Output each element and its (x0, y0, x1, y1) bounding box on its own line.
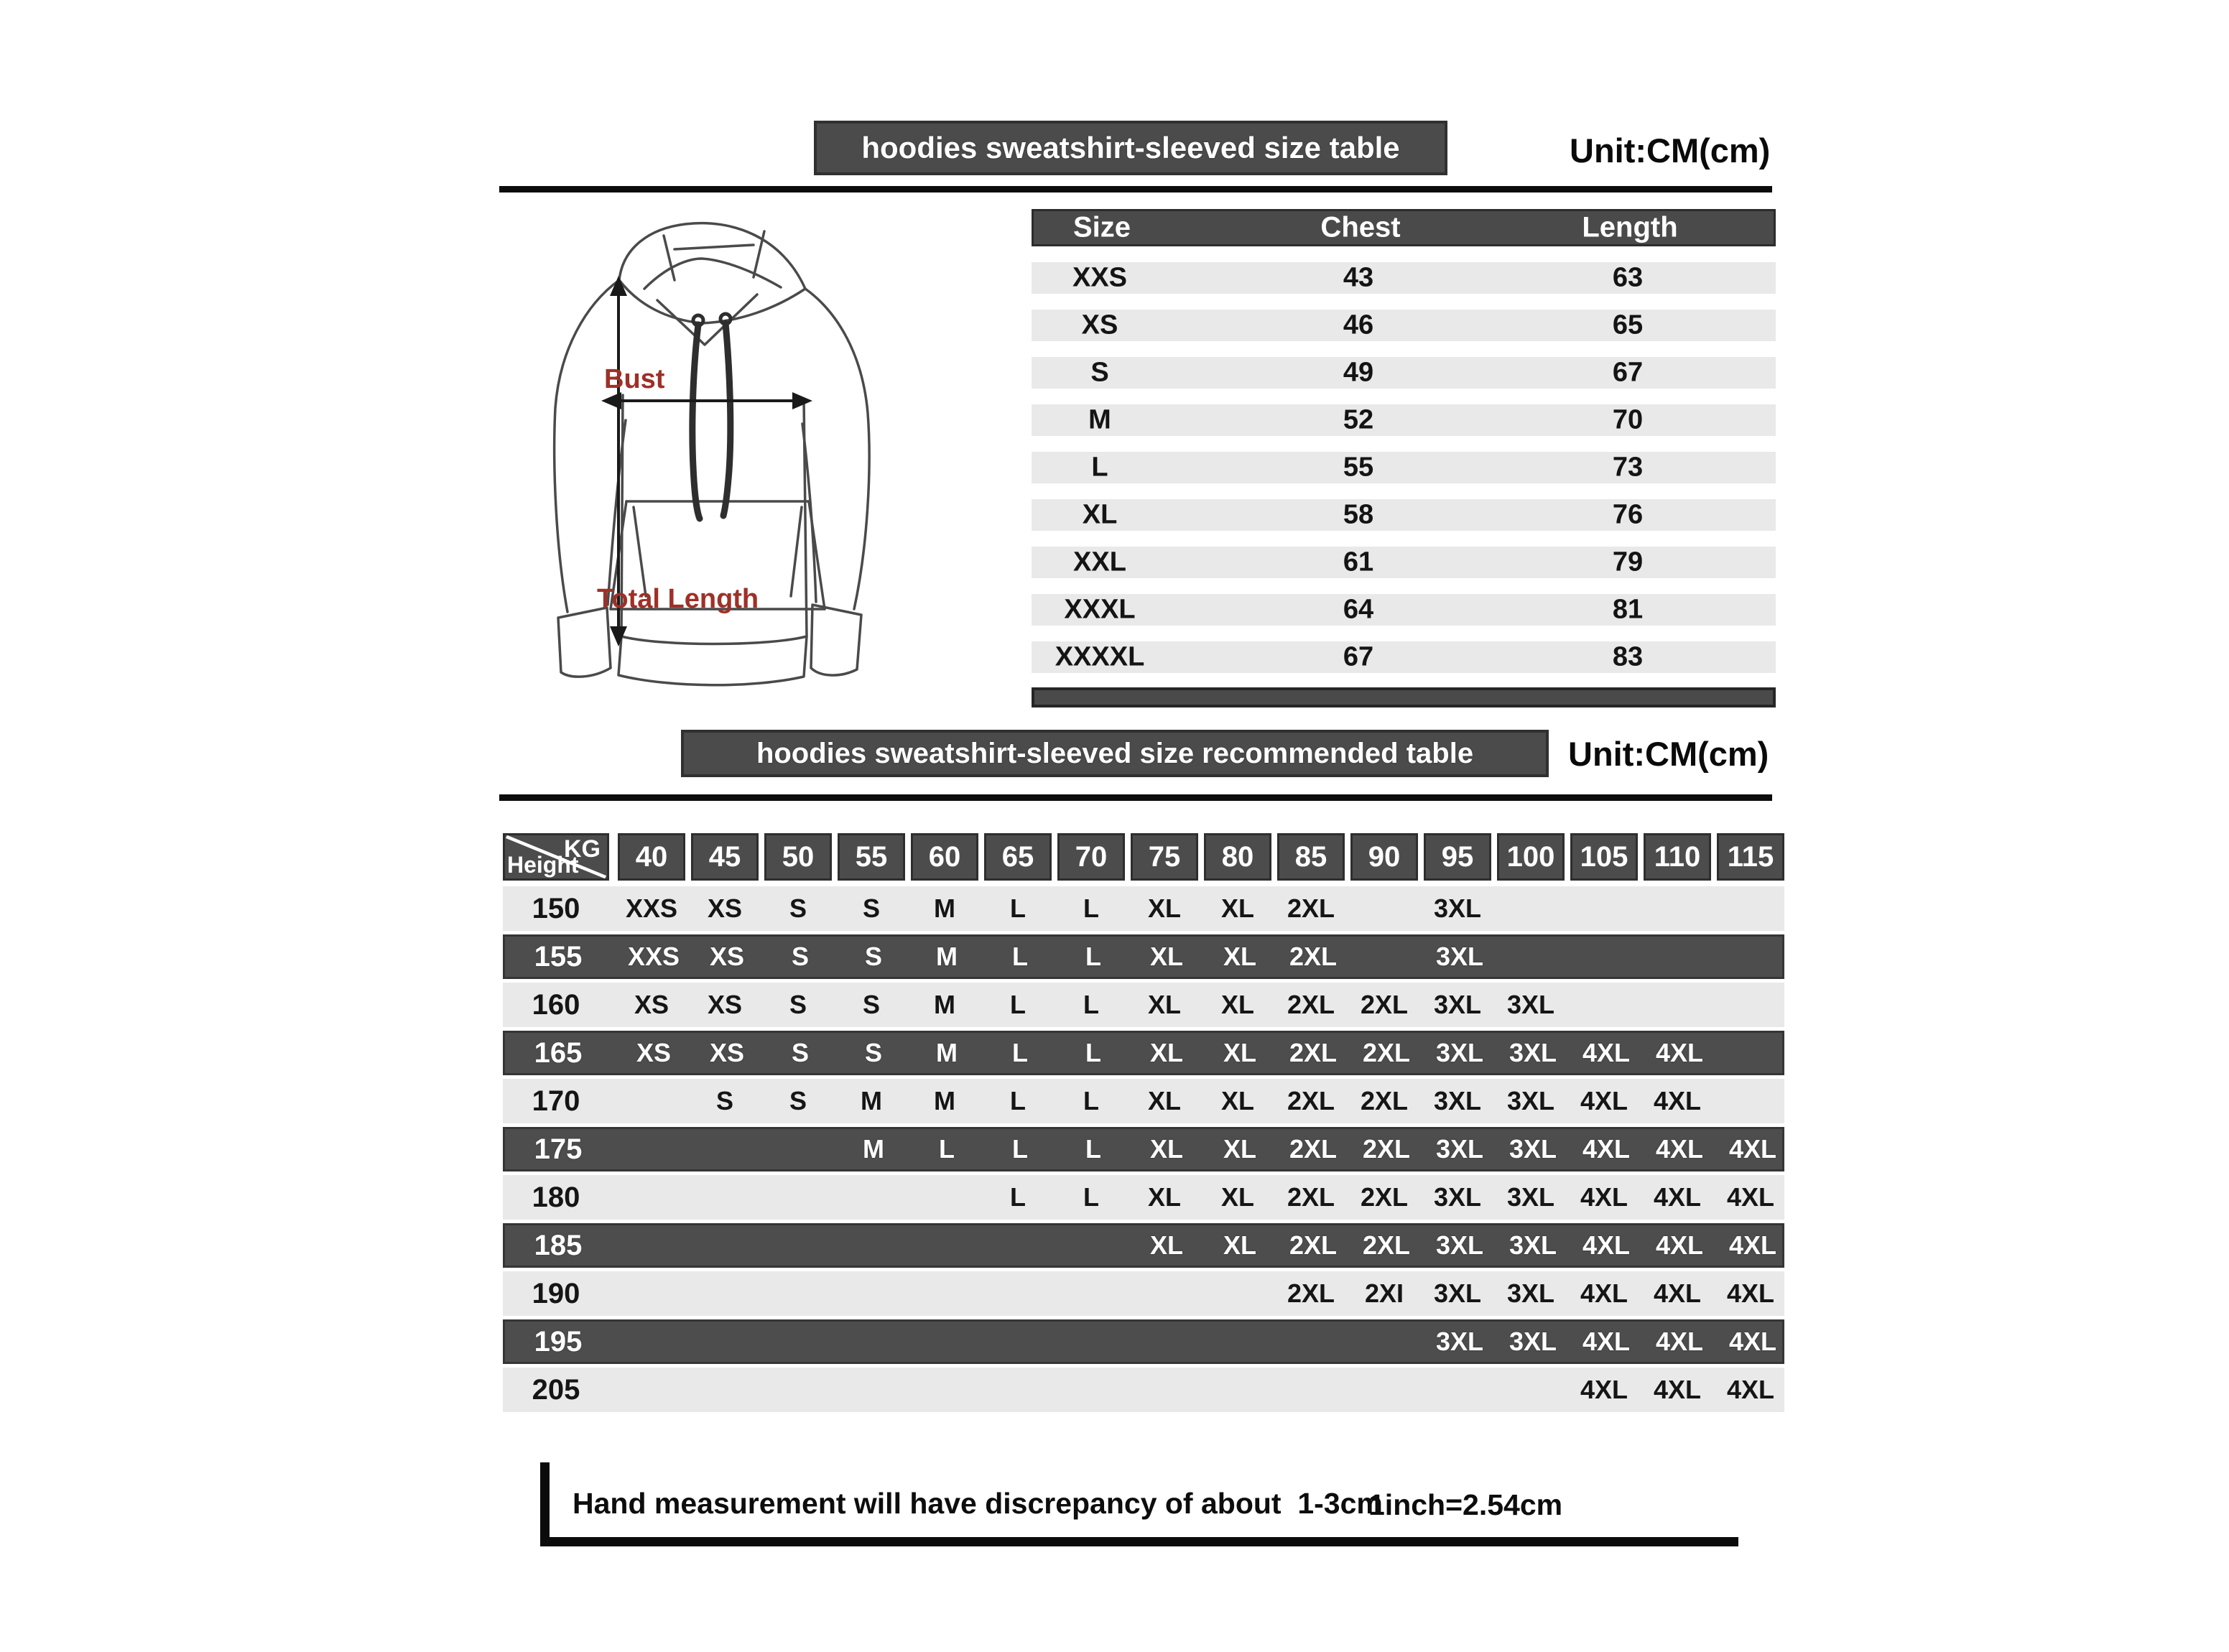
recommended-size-cell: 2XL (1287, 990, 1335, 1019)
size-table-title-bar (814, 121, 1447, 175)
recommended-size-cell: S (862, 894, 880, 923)
recommended-table-row (503, 1175, 1784, 1220)
recommended-table-row (503, 1223, 1784, 1268)
size-value: XXXXL (1055, 641, 1145, 672)
recommended-size-cell: XS (707, 990, 743, 1019)
recommended-size-cell: 3XL (1509, 1134, 1557, 1164)
recommended-size-cell: 4XL (1653, 1279, 1702, 1308)
kg-column-header: 40 (618, 833, 685, 881)
recommended-size-cell: 3XL (1433, 1086, 1482, 1115)
length-value: 83 (1612, 641, 1644, 672)
recommended-size-cell: 4XL (1653, 1375, 1702, 1404)
size-value: XXXL (1064, 594, 1136, 625)
recommended-size-cell: XL (1149, 1230, 1183, 1260)
recommended-size-cell: XS (707, 894, 743, 923)
recommended-size-cell: 3XL (1433, 894, 1482, 923)
recommended-table-title: hoodies sweatshirt-sleeved size recommended table (756, 737, 1474, 769)
recommended-size-cell: L (1010, 1086, 1026, 1115)
recommended-table-row (503, 934, 1784, 979)
size-table-row (1032, 310, 1776, 341)
recommended-size-cell: S (791, 1038, 809, 1067)
height-value: 170 (532, 1085, 580, 1117)
recommended-size-cell: 2XL (1360, 1182, 1409, 1212)
bust-arrow (601, 392, 812, 409)
recommended-size-cell: XL (1223, 1230, 1256, 1260)
recommended-size-cell: 3XL (1509, 1038, 1557, 1067)
kg-column-header: 65 (984, 833, 1052, 881)
chest-column-header: Chest (1320, 211, 1401, 243)
size-table-row (1032, 357, 1776, 389)
divider-top (499, 186, 1772, 192)
recommended-size-cell: XL (1147, 990, 1181, 1019)
recommended-size-cell: XL (1220, 990, 1254, 1019)
kg-column-header: 60 (911, 833, 978, 881)
unit-label-top: Unit:CM(cm) (1570, 131, 1771, 170)
matrix-rows (503, 886, 1784, 1412)
recommended-size-cell: 4XL (1728, 1327, 1777, 1356)
recommended-table-row (503, 1127, 1784, 1171)
recommended-size-cell: 3XL (1433, 1182, 1482, 1212)
recommended-table-title-bar (681, 730, 1549, 777)
recommended-size-cell: S (715, 1086, 733, 1115)
recommended-size-cell: 4XL (1726, 1375, 1775, 1404)
recommended-size-cell: XL (1149, 1134, 1183, 1164)
recommended-size-cell: 3XL (1506, 990, 1555, 1019)
chest-value: 55 (1343, 452, 1374, 483)
recommended-size-cell: 3XL (1506, 1279, 1555, 1308)
recommended-size-cell: 2XL (1362, 1134, 1411, 1164)
recommended-size-cell: 3XL (1435, 1327, 1484, 1356)
total-length-label: Total Length (597, 584, 759, 614)
recommended-size-cell: 2XL (1287, 1279, 1335, 1308)
kg-column-header: 95 (1424, 833, 1491, 881)
size-table-rows (1032, 262, 1776, 673)
length-value: 70 (1612, 404, 1644, 435)
kg-column-header: 45 (691, 833, 759, 881)
recommended-table-header (503, 833, 1784, 881)
kg-column-header: 110 (1644, 833, 1711, 881)
recommended-size-cell: 4XL (1655, 1327, 1704, 1356)
recommended-size-cell: 2XL (1362, 1038, 1411, 1067)
recommended-size-cell: 4XL (1580, 1182, 1628, 1212)
size-column-header: Size (1072, 211, 1131, 243)
chest-value: 67 (1343, 641, 1374, 672)
recommended-size-cell: M (863, 1134, 884, 1164)
recommended-size-cell: 4XL (1580, 1086, 1628, 1115)
size-value: XXS (1072, 262, 1128, 293)
recommended-table-row (503, 1319, 1784, 1364)
recommended-size-cell: M (934, 990, 955, 1019)
recommended-size-cell: XXS (627, 942, 680, 971)
recommended-size-cell: L (939, 1134, 955, 1164)
recommended-size-cell: 2XL (1360, 1086, 1409, 1115)
size-table-footer-bar (1032, 687, 1776, 707)
inch-conversion-text: 1inch=2.54cm (1368, 1488, 1563, 1521)
kg-column-header: 85 (1277, 833, 1345, 881)
recommended-size-cell: 2XL (1289, 1134, 1338, 1164)
recommended-size-cell: XL (1223, 1134, 1256, 1164)
kg-column-header: 55 (838, 833, 905, 881)
size-table-title: hoodies sweatshirt-sleeved size table (861, 131, 1400, 164)
recommended-size-cell: 2XL (1360, 990, 1409, 1019)
kg-column-header: 115 (1717, 833, 1784, 881)
recommended-size-cell: 3XL (1433, 990, 1482, 1019)
height-value: 185 (534, 1229, 583, 1261)
kg-height-corner-cell (503, 833, 609, 881)
recommended-size-cell: 2XL (1287, 894, 1335, 923)
recommended-size-cell: 4XL (1580, 1375, 1628, 1404)
recommended-size-cell: S (791, 942, 809, 971)
recommended-size-cell: XL (1147, 894, 1181, 923)
recommended-size-cell: M (861, 1086, 882, 1115)
size-table-row (1032, 594, 1776, 626)
height-value: 160 (532, 988, 580, 1021)
chest-value: 49 (1343, 357, 1374, 388)
recommended-size-cell: S (789, 894, 807, 923)
height-value: 180 (532, 1181, 580, 1213)
recommended-size-cell: 3XL (1435, 1134, 1484, 1164)
height-value: 195 (534, 1325, 583, 1358)
chest-value: 61 (1343, 547, 1374, 577)
size-value: S (1090, 357, 1109, 388)
length-value: 81 (1612, 594, 1644, 625)
recommended-size-cell: 4XL (1726, 1182, 1775, 1212)
recommended-size-cell: XL (1220, 894, 1254, 923)
recommended-size-cell: L (1083, 1086, 1099, 1115)
recommended-size-cell: 3XL (1506, 1182, 1555, 1212)
recommended-size-cell: 4XL (1726, 1279, 1775, 1308)
height-value: 190 (532, 1277, 580, 1309)
recommended-table-row (503, 1079, 1784, 1123)
recommended-size-cell: 4XL (1582, 1134, 1631, 1164)
recommended-size-cell: L (1083, 894, 1099, 923)
recommended-size-cell: 4XL (1728, 1230, 1777, 1260)
chest-value: 64 (1343, 594, 1374, 625)
length-value: 65 (1612, 310, 1644, 340)
recommended-size-cell: 3XL (1435, 942, 1484, 971)
size-table-row (1032, 547, 1776, 578)
footnote-text: Hand measurement will have discrepancy of about 1-3cm (573, 1487, 1383, 1520)
recommended-size-cell: L (1010, 894, 1026, 923)
recommended-size-cell: 2XL (1362, 1230, 1411, 1260)
height-value: 165 (534, 1036, 583, 1069)
size-table-row (1032, 404, 1776, 436)
recommended-size-cell: 3XL (1509, 1230, 1557, 1260)
recommended-size-cell: S (862, 990, 880, 1019)
recommended-size-cell: M (934, 894, 955, 923)
recommended-table (503, 833, 1784, 1416)
kg-column-header: 50 (764, 833, 832, 881)
size-table-row (1032, 262, 1776, 294)
recommended-size-cell: XS (709, 942, 745, 971)
recommended-size-cell: XS (634, 990, 669, 1019)
recommended-size-cell: 4XL (1655, 1038, 1704, 1067)
divider-bottom (499, 794, 1772, 801)
recommended-size-cell: XL (1220, 1086, 1254, 1115)
recommended-size-cell: 3XL (1435, 1038, 1484, 1067)
recommended-size-cell: M (934, 1086, 955, 1115)
recommended-size-cell: XL (1149, 942, 1183, 971)
length-value: 67 (1612, 357, 1644, 388)
recommended-size-cell: M (936, 1038, 958, 1067)
height-value: 155 (534, 940, 583, 973)
recommended-size-cell: XL (1147, 1182, 1181, 1212)
kg-column-header: 80 (1204, 833, 1271, 881)
recommended-size-cell: 2XL (1287, 1182, 1335, 1212)
length-column-header: Length (1582, 211, 1678, 243)
size-value: XXL (1073, 547, 1126, 577)
size-value: XS (1081, 310, 1118, 340)
recommended-size-cell: L (1085, 1134, 1101, 1164)
corner-height-label: Height (507, 852, 579, 878)
recommended-size-cell: XL (1149, 1038, 1183, 1067)
recommended-table-row (503, 1031, 1784, 1075)
footnote-left-bar (540, 1462, 550, 1543)
recommended-size-cell: 4XL (1655, 1230, 1704, 1260)
size-table-row (1032, 641, 1776, 673)
recommended-size-cell: 2XL (1287, 1086, 1335, 1115)
recommended-size-cell: 3XL (1509, 1327, 1557, 1356)
chest-value: 46 (1343, 310, 1374, 340)
unit-label-bottom: Unit:CM(cm) (1568, 735, 1769, 773)
length-value: 76 (1612, 499, 1644, 530)
kg-column-header: 90 (1350, 833, 1418, 881)
footnote-underline (540, 1537, 1738, 1546)
kg-column-header: 70 (1057, 833, 1125, 881)
recommended-size-cell: 4XL (1582, 1327, 1631, 1356)
recommended-size-cell: L (1012, 942, 1028, 971)
recommended-size-cell: 2XI (1364, 1279, 1404, 1308)
length-value: 63 (1612, 262, 1644, 293)
size-table (1032, 209, 1776, 707)
size-table-header (1032, 209, 1776, 246)
height-value: 175 (534, 1133, 583, 1165)
bust-label: Bust (604, 364, 665, 394)
recommended-table-row (503, 1368, 1784, 1412)
recommended-size-cell: 4XL (1580, 1279, 1628, 1308)
recommended-size-cell: XL (1223, 942, 1256, 971)
recommended-size-cell: S (789, 990, 807, 1019)
size-value: M (1088, 404, 1111, 435)
recommended-size-cell: S (864, 942, 882, 971)
recommended-size-cell: 3XL (1435, 1230, 1484, 1260)
hoodie-diagram (516, 208, 912, 697)
size-value: L (1091, 452, 1108, 483)
recommended-table-row (503, 983, 1784, 1027)
hoodie-outline (555, 223, 869, 685)
recommended-size-cell: XL (1147, 1086, 1181, 1115)
recommended-size-cell: XL (1220, 1182, 1254, 1212)
recommended-size-cell: XL (1223, 1038, 1256, 1067)
recommended-size-cell: S (864, 1038, 882, 1067)
recommended-size-cell: 3XL (1433, 1279, 1482, 1308)
recommended-size-cell: XS (709, 1038, 745, 1067)
recommended-size-cell: L (1083, 1182, 1099, 1212)
recommended-table-row (503, 886, 1784, 931)
kg-column-header: 75 (1131, 833, 1198, 881)
size-table-row (1032, 499, 1776, 531)
recommended-size-cell: 2XL (1289, 1230, 1338, 1260)
length-value: 79 (1612, 547, 1644, 577)
recommended-size-cell: 4XL (1655, 1134, 1704, 1164)
recommended-size-cell: S (789, 1086, 807, 1115)
recommended-size-cell: L (1083, 990, 1099, 1019)
recommended-size-cell: L (1010, 990, 1026, 1019)
drawstring (692, 323, 731, 519)
recommended-size-cell: 4XL (1728, 1134, 1777, 1164)
recommended-size-cell: 4XL (1653, 1086, 1702, 1115)
corner-kg-label: KG (564, 835, 601, 863)
length-value: 73 (1612, 452, 1644, 483)
recommended-size-cell: 3XL (1506, 1086, 1555, 1115)
recommended-size-cell: L (1012, 1038, 1028, 1067)
recommended-size-cell: M (936, 942, 958, 971)
recommended-size-cell: 2XL (1289, 942, 1338, 971)
recommended-size-cell: 4XL (1653, 1182, 1702, 1212)
kg-column-header: 105 (1570, 833, 1638, 881)
recommended-size-cell: L (1085, 1038, 1101, 1067)
chest-value: 58 (1343, 499, 1374, 530)
chest-value: 52 (1343, 404, 1374, 435)
recommended-size-cell: 2XL (1289, 1038, 1338, 1067)
recommended-size-cell: XS (636, 1038, 672, 1067)
recommended-table-row (503, 1271, 1784, 1316)
recommended-size-cell: L (1012, 1134, 1028, 1164)
recommended-size-cell: 4XL (1582, 1038, 1631, 1067)
chest-value: 43 (1343, 262, 1374, 293)
height-value: 205 (532, 1373, 580, 1406)
size-value: XL (1082, 499, 1118, 530)
kg-column-header: 100 (1497, 833, 1565, 881)
recommended-size-cell: L (1085, 942, 1101, 971)
size-table-row (1032, 452, 1776, 483)
height-value: 150 (532, 892, 580, 924)
kg-header-cells (618, 833, 1784, 881)
recommended-size-cell: L (1010, 1182, 1026, 1212)
recommended-size-cell: 4XL (1582, 1230, 1631, 1260)
recommended-size-cell: XXS (625, 894, 678, 923)
